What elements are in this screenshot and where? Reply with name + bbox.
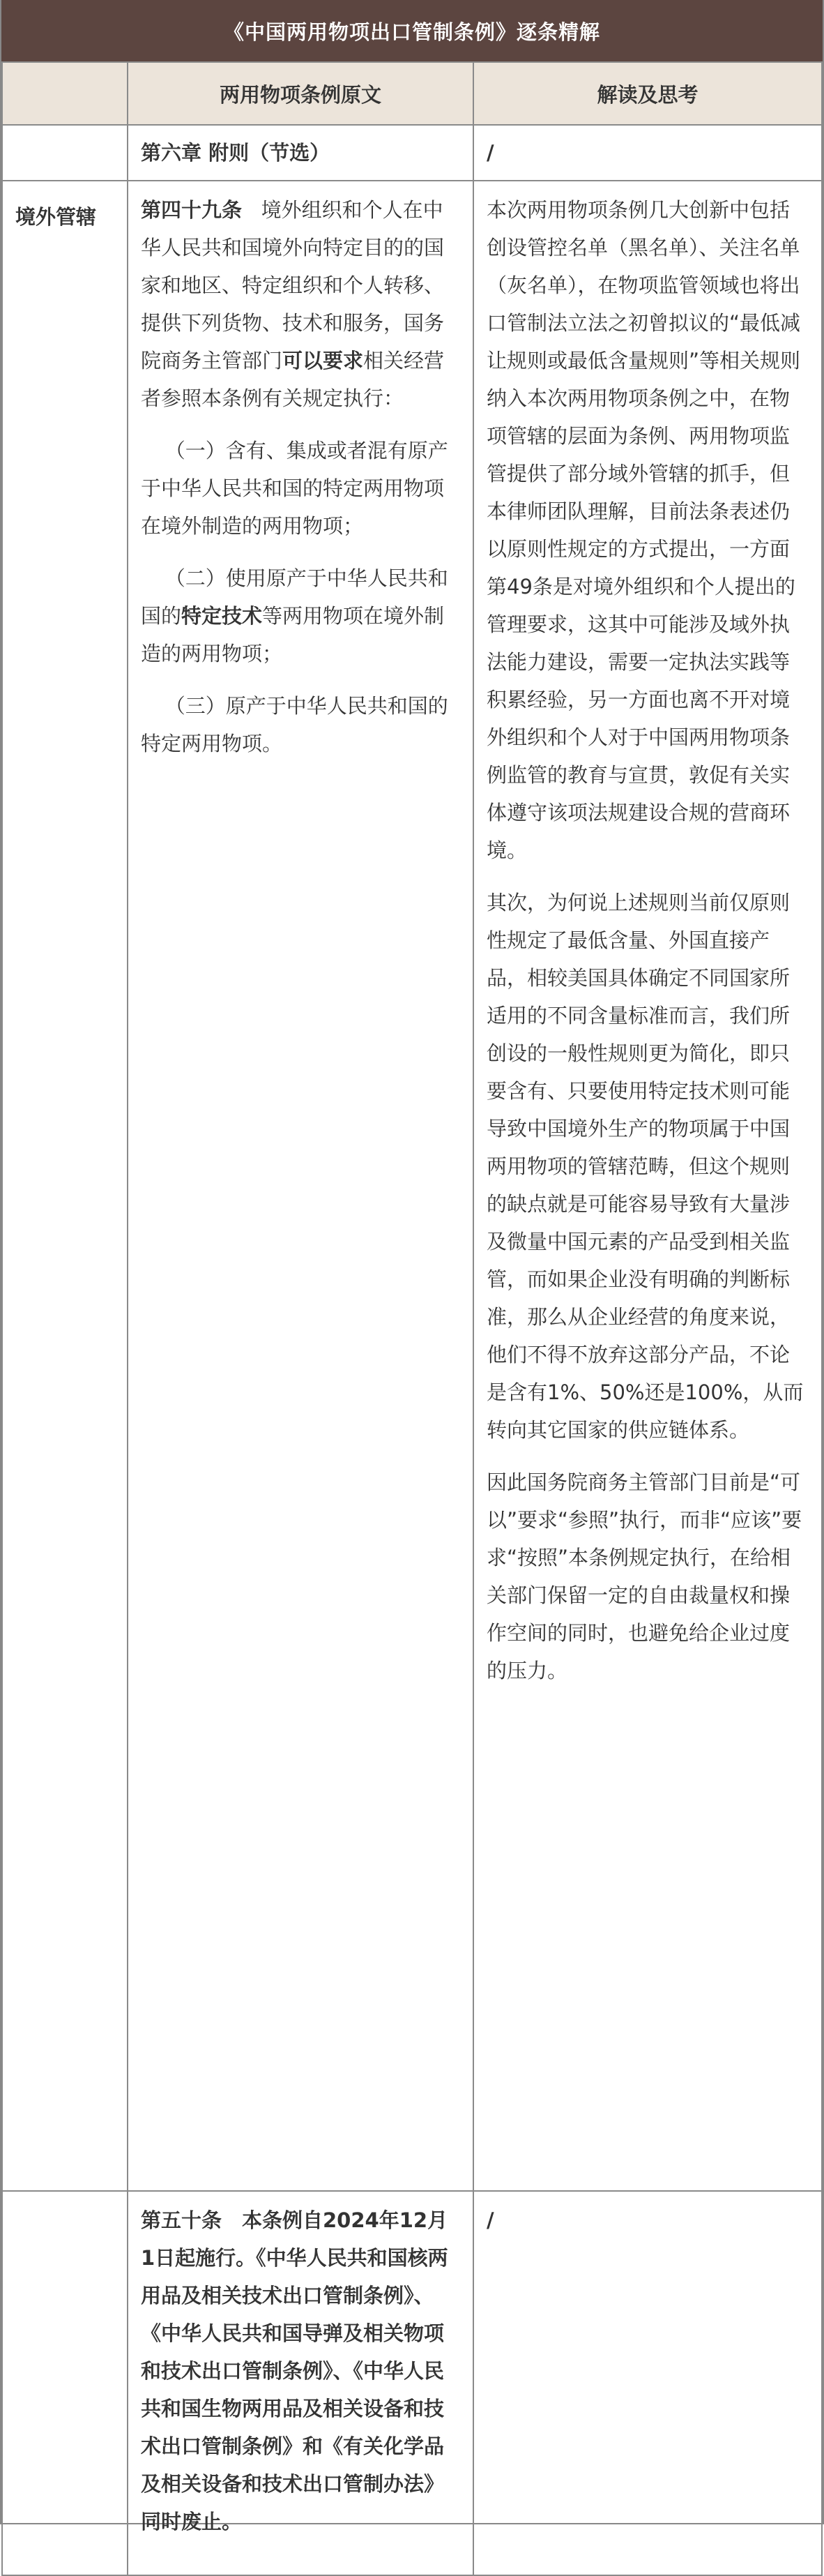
item-2-bold: 特定技术: [181, 604, 263, 628]
interpretation-paragraph-1: 本次两用物项条例几大创新中包括创设管控名单（黑名单）、关注名单（灰名单），在物项监管领域也将出口管制法立法之初曾拟议的“最低减让规则或最低含量规则”等相关规则纳入本次两用物项条例之中，在物项管辖的层面为条例、两用物项监管提供了部分域外管辖的抓手，但本律师团队理解，目前法条表述仍以原则性规定的方式提出，一方面第49条是对境外组织和个人提出的管理要求，这其中可能涉及域外执法能力建设，需要一定执法实践等积累经验，另一方面也离不开对境外组织和个人对于中国两用物项条例监管的教育与宣贯，敦促有关实体遵守该项法规建设合规的营商环境。: [487, 198, 801, 862]
article-49-text: [141, 191, 460, 417]
article-49-cell: [128, 181, 473, 2191]
chapter-slash: /: [473, 125, 822, 181]
header-original-text: 两用物项条例原文: [128, 62, 473, 125]
article-49-item-3: （三）原产于中华人民共和国的特定两用物项。: [141, 694, 448, 755]
topic-extraterritorial: 境外管辖: [2, 181, 128, 2191]
header-topic: [2, 62, 128, 125]
table-row-article-50: [2, 2191, 822, 2575]
article-50-slash: /: [473, 2191, 822, 2575]
article-49-head: 第四十九条: [141, 198, 243, 222]
item-2-text-b: 等两用物项在境外制造的两用物项；: [141, 604, 445, 665]
article-50-cell: [128, 2191, 473, 2575]
item-2-text-a: （二）使用原产于中华人民共和国的: [141, 566, 448, 628]
interpretation-paragraph-3: 因此国务院商务主管部门目前是“可以”要求“参照”执行，而非“应该”要求“按照”本条例规定执行，在给相关部门保留一定的自由裁量权和操作空间的同时，也避免给企业过度的压力。: [487, 1470, 802, 1682]
article-49-bold: 可以要求: [282, 349, 364, 372]
article-49-body-a: 境外组织和个人在中华人民共和国境外向特定目的的国家和地区、特定组织和个人转移、提供下列货物、技术和服务，国务院商务主管部门: [141, 198, 445, 372]
table-row-article-49: [2, 181, 822, 2191]
article-50-text: 第五十条 本条例自2024年12月1日起施行。《中华人民共和国核两用品及相关技术出口管制条例》、《中华人民共和国导弹及相关物项和技术出口管制条例》、《中华人民共和国生物两用品及相关设备和技术出口管制条例》和《有关化学品及相关设备和技术出口管制办法》同时废止。: [141, 2208, 448, 2533]
chapter-row: [2, 125, 822, 181]
topic-empty: [2, 2191, 128, 2575]
document-title: 《中国两用物项出口管制条例》逐条精解: [1, 0, 823, 61]
article-49-item-2: [141, 559, 460, 672]
chapter-label: 第六章 附则（节选）: [128, 125, 473, 181]
interpretation-paragraph-2: 其次，为何说上述规则当前仅原则性规定了最低含量、外国直接产品，相较美国具体确定不同国家所适用的不同含量标准而言，我们所创设的一般性规则更为简化，即只要含有、只要使用特定技术则可能导致中国境外生产的物项属于中国两用物项的管辖范畴，但这个规则的缺点就是可能容易导致有大量涉及微量中国元素的产品受到相关监管，而如果企业没有明确的判断标准，那么从企业经营的角度来说，他们不得不放弃这部分产品，不论是含有1%、50%还是100%，从而转向其它国家的供应链体系。: [487, 891, 804, 1442]
regulation-table: [1, 61, 823, 2576]
chapter-topic-cell: [2, 125, 128, 181]
table-header-row: [2, 62, 822, 125]
article-49-item-1: （一）含有、集成或者混有原产于中华人民共和国的特定两用物项在境外制造的两用物项；: [141, 439, 448, 538]
interpretation-49-cell: [473, 181, 822, 2191]
article-49-body-b: 相关经营者参照本条例有关规定执行：: [141, 349, 445, 410]
header-interpretation: 解读及思考: [473, 62, 822, 125]
